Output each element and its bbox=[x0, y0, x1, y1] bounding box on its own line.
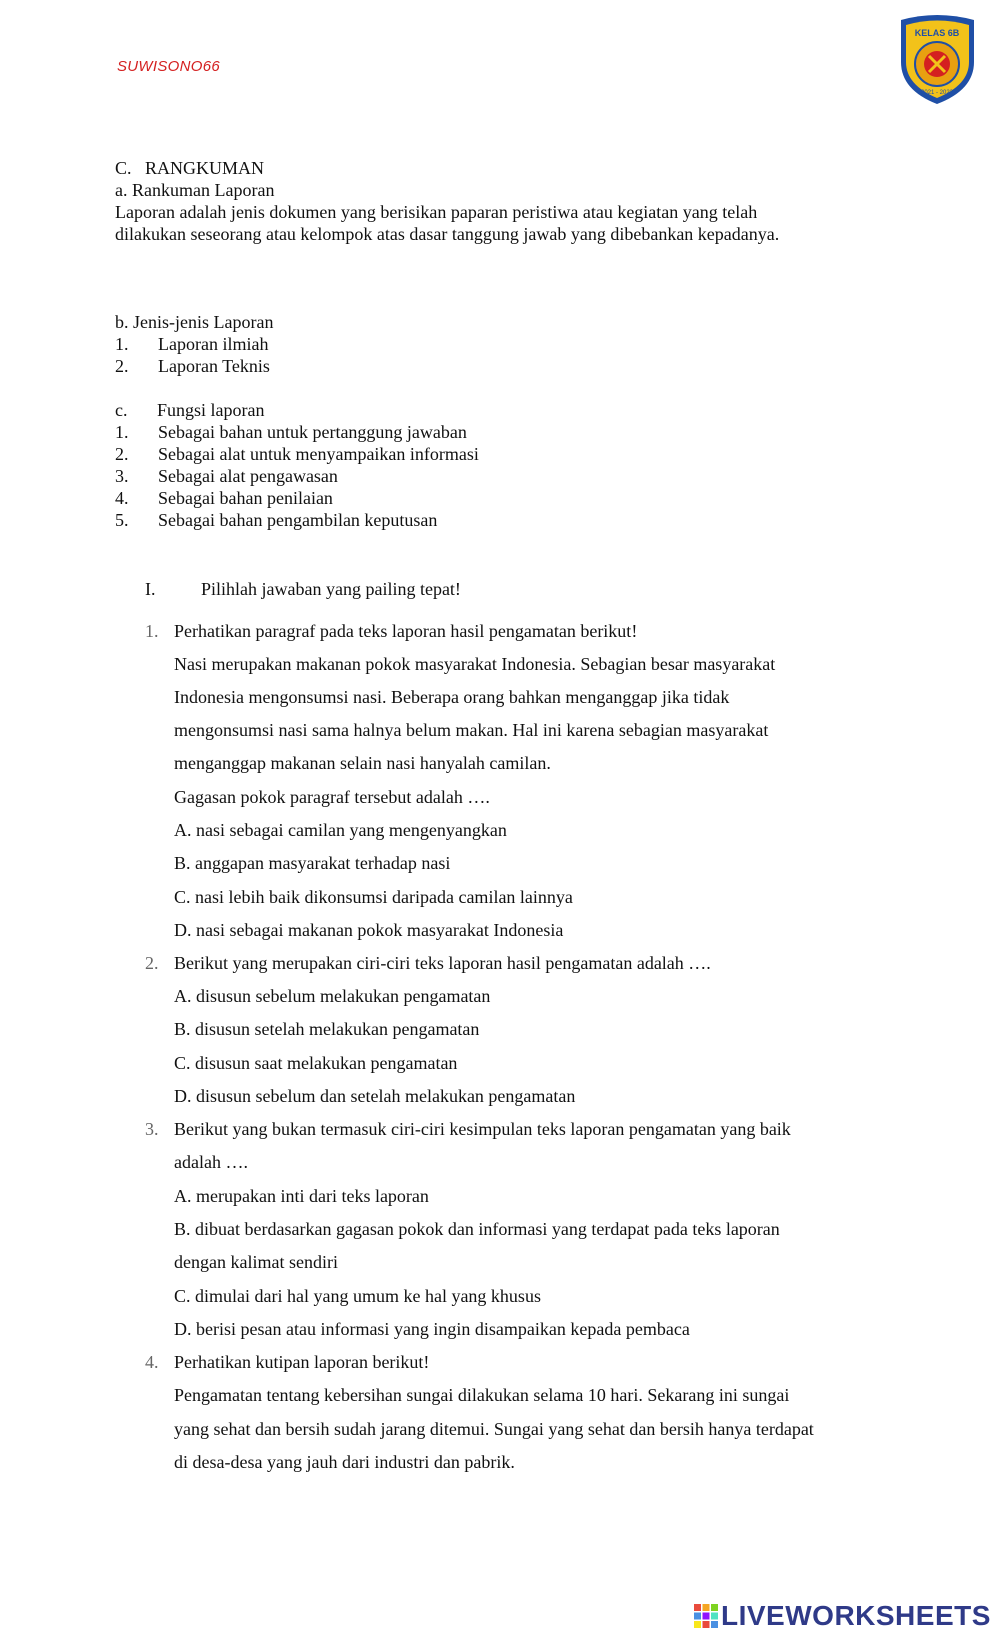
answer-option: D. disusun sebelum dan setelah melakukan pengamatan bbox=[174, 1086, 576, 1106]
class-badge-logo bbox=[895, 12, 980, 107]
summary-a-heading: a. Rankuman Laporan bbox=[115, 180, 275, 200]
question-prompt: Gagasan pokok paragraf tersebut adalah …. bbox=[174, 787, 490, 807]
answer-option: C. nasi lebih baik dikonsumsi daripada camilan lainnya bbox=[174, 887, 573, 907]
summary-c-heading-text: Fungsi laporan bbox=[157, 400, 265, 420]
list-item-text: Sebagai bahan penilaian bbox=[158, 488, 333, 508]
question-number: 3. bbox=[145, 1119, 159, 1139]
question-text: Perhatikan paragraf pada teks laporan hasil pengamatan berikut! bbox=[174, 621, 638, 641]
list-item-num: 1. bbox=[115, 422, 129, 442]
answer-option: C. disusun saat melakukan pengamatan bbox=[174, 1053, 458, 1073]
list-item-num: 3. bbox=[115, 466, 129, 486]
list-item-text: Laporan ilmiah bbox=[158, 334, 269, 354]
summary-title-letter: C. bbox=[115, 158, 132, 178]
list-item-num: 1. bbox=[115, 334, 129, 354]
badge-top-text: KELAS 6B bbox=[914, 28, 960, 38]
answer-option: B. disusun setelah melakukan pengamatan bbox=[174, 1019, 480, 1039]
section-roman: I. bbox=[145, 579, 156, 599]
question-text: di desa-desa yang jauh dari industri dan pabrik. bbox=[174, 1452, 515, 1472]
list-item-text: Sebagai bahan pengambilan keputusan bbox=[158, 510, 438, 530]
summary-title bbox=[115, 157, 264, 179]
footer-brand-text: LIVEWORKSHEETS bbox=[721, 1600, 991, 1631]
summary-title-text: RANGKUMAN bbox=[145, 158, 265, 178]
answer-option-continued: dengan kalimat sendiri bbox=[174, 1252, 338, 1272]
summary-a-text-line1: Laporan adalah jenis dokumen yang berisikan paparan peristiwa atau kegiatan yang telah bbox=[115, 202, 758, 222]
list-item bbox=[115, 421, 467, 443]
list-item bbox=[115, 509, 438, 531]
answer-option: A. nasi sebagai camilan yang mengenyangkan bbox=[174, 820, 507, 840]
list-item-num: 4. bbox=[115, 488, 129, 508]
list-item-text: Sebagai alat untuk menyampaikan informasi bbox=[158, 444, 479, 464]
answer-option: D. nasi sebagai makanan pokok masyarakat Indonesia bbox=[174, 920, 564, 940]
question-text: Perhatikan kutipan laporan berikut! bbox=[174, 1352, 430, 1372]
list-item bbox=[115, 355, 270, 377]
badge-years-text: 2021 - 2022 bbox=[920, 90, 954, 96]
list-item-num: 2. bbox=[115, 356, 129, 376]
question-text: Nasi merupakan makanan pokok masyarakat Indonesia. Sebagian besar masyarakat bbox=[174, 654, 776, 674]
question-text: Berikut yang bukan termasuk ciri-ciri kesimpulan teks laporan pengamatan yang baik bbox=[174, 1119, 791, 1139]
answer-option: B. dibuat berdasarkan gagasan pokok dan informasi yang terdapat pada teks laporan bbox=[174, 1219, 780, 1239]
list-item-text: Sebagai bahan untuk pertanggung jawaban bbox=[158, 422, 467, 442]
list-item bbox=[115, 465, 338, 487]
list-item bbox=[115, 333, 269, 355]
question-text: mengonsumsi nasi sama halnya belum makan. Hal ini karena sebagian masyarakat bbox=[174, 720, 769, 740]
answer-option: B. anggapan masyarakat terhadap nasi bbox=[174, 853, 451, 873]
list-item-text: Sebagai alat pengawasan bbox=[158, 466, 338, 486]
author-label: SUWISONO66 bbox=[117, 58, 221, 75]
answer-option: A. merupakan inti dari teks laporan bbox=[174, 1186, 429, 1206]
answer-option: D. berisi pesan atau informasi yang ingin disampaikan kepada pembaca bbox=[174, 1319, 690, 1339]
list-item bbox=[115, 487, 333, 509]
question-number: 2. bbox=[145, 953, 159, 973]
footer-brand bbox=[693, 1600, 991, 1632]
list-item-text: Laporan Teknis bbox=[158, 356, 270, 376]
question-number: 1. bbox=[145, 621, 159, 641]
question-text: Berikut yang merupakan ciri-ciri teks laporan hasil pengamatan adalah …. bbox=[174, 953, 711, 973]
list-item bbox=[115, 443, 479, 465]
answer-option: C. dimulai dari hal yang umum ke hal yang khusus bbox=[174, 1286, 541, 1306]
question-text: yang sehat dan bersih sudah jarang ditemui. Sungai yang sehat dan bersih hanya terdapat bbox=[174, 1419, 814, 1439]
summary-c-letter: c. bbox=[115, 400, 128, 420]
summary-b-heading: b. Jenis-jenis Laporan bbox=[115, 312, 274, 332]
section-heading bbox=[145, 578, 461, 600]
question-text: Indonesia mengonsumsi nasi. Beberapa orang bahkan menganggap jika tidak bbox=[174, 687, 730, 707]
question-text: adalah …. bbox=[174, 1152, 248, 1172]
list-item-num: 5. bbox=[115, 510, 129, 530]
list-item-num: 2. bbox=[115, 444, 129, 464]
answer-option: A. disusun sebelum melakukan pengamatan bbox=[174, 986, 491, 1006]
question-text: Pengamatan tentang kebersihan sungai dilakukan selama 10 hari. Sekarang ini sungai bbox=[174, 1385, 790, 1405]
section-instruction: Pilihlah jawaban yang pailing tepat! bbox=[201, 579, 461, 599]
question-number: 4. bbox=[145, 1352, 159, 1372]
question-text: menganggap makanan selain nasi hanyalah camilan. bbox=[174, 753, 551, 773]
summary-c-heading bbox=[115, 399, 265, 421]
summary-a-text-line2: dilakukan seseorang atau kelompok atas dasar tanggung jawab yang dibebankan kepadanya. bbox=[115, 224, 780, 244]
liveworksheets-logo-icon bbox=[693, 1603, 719, 1629]
